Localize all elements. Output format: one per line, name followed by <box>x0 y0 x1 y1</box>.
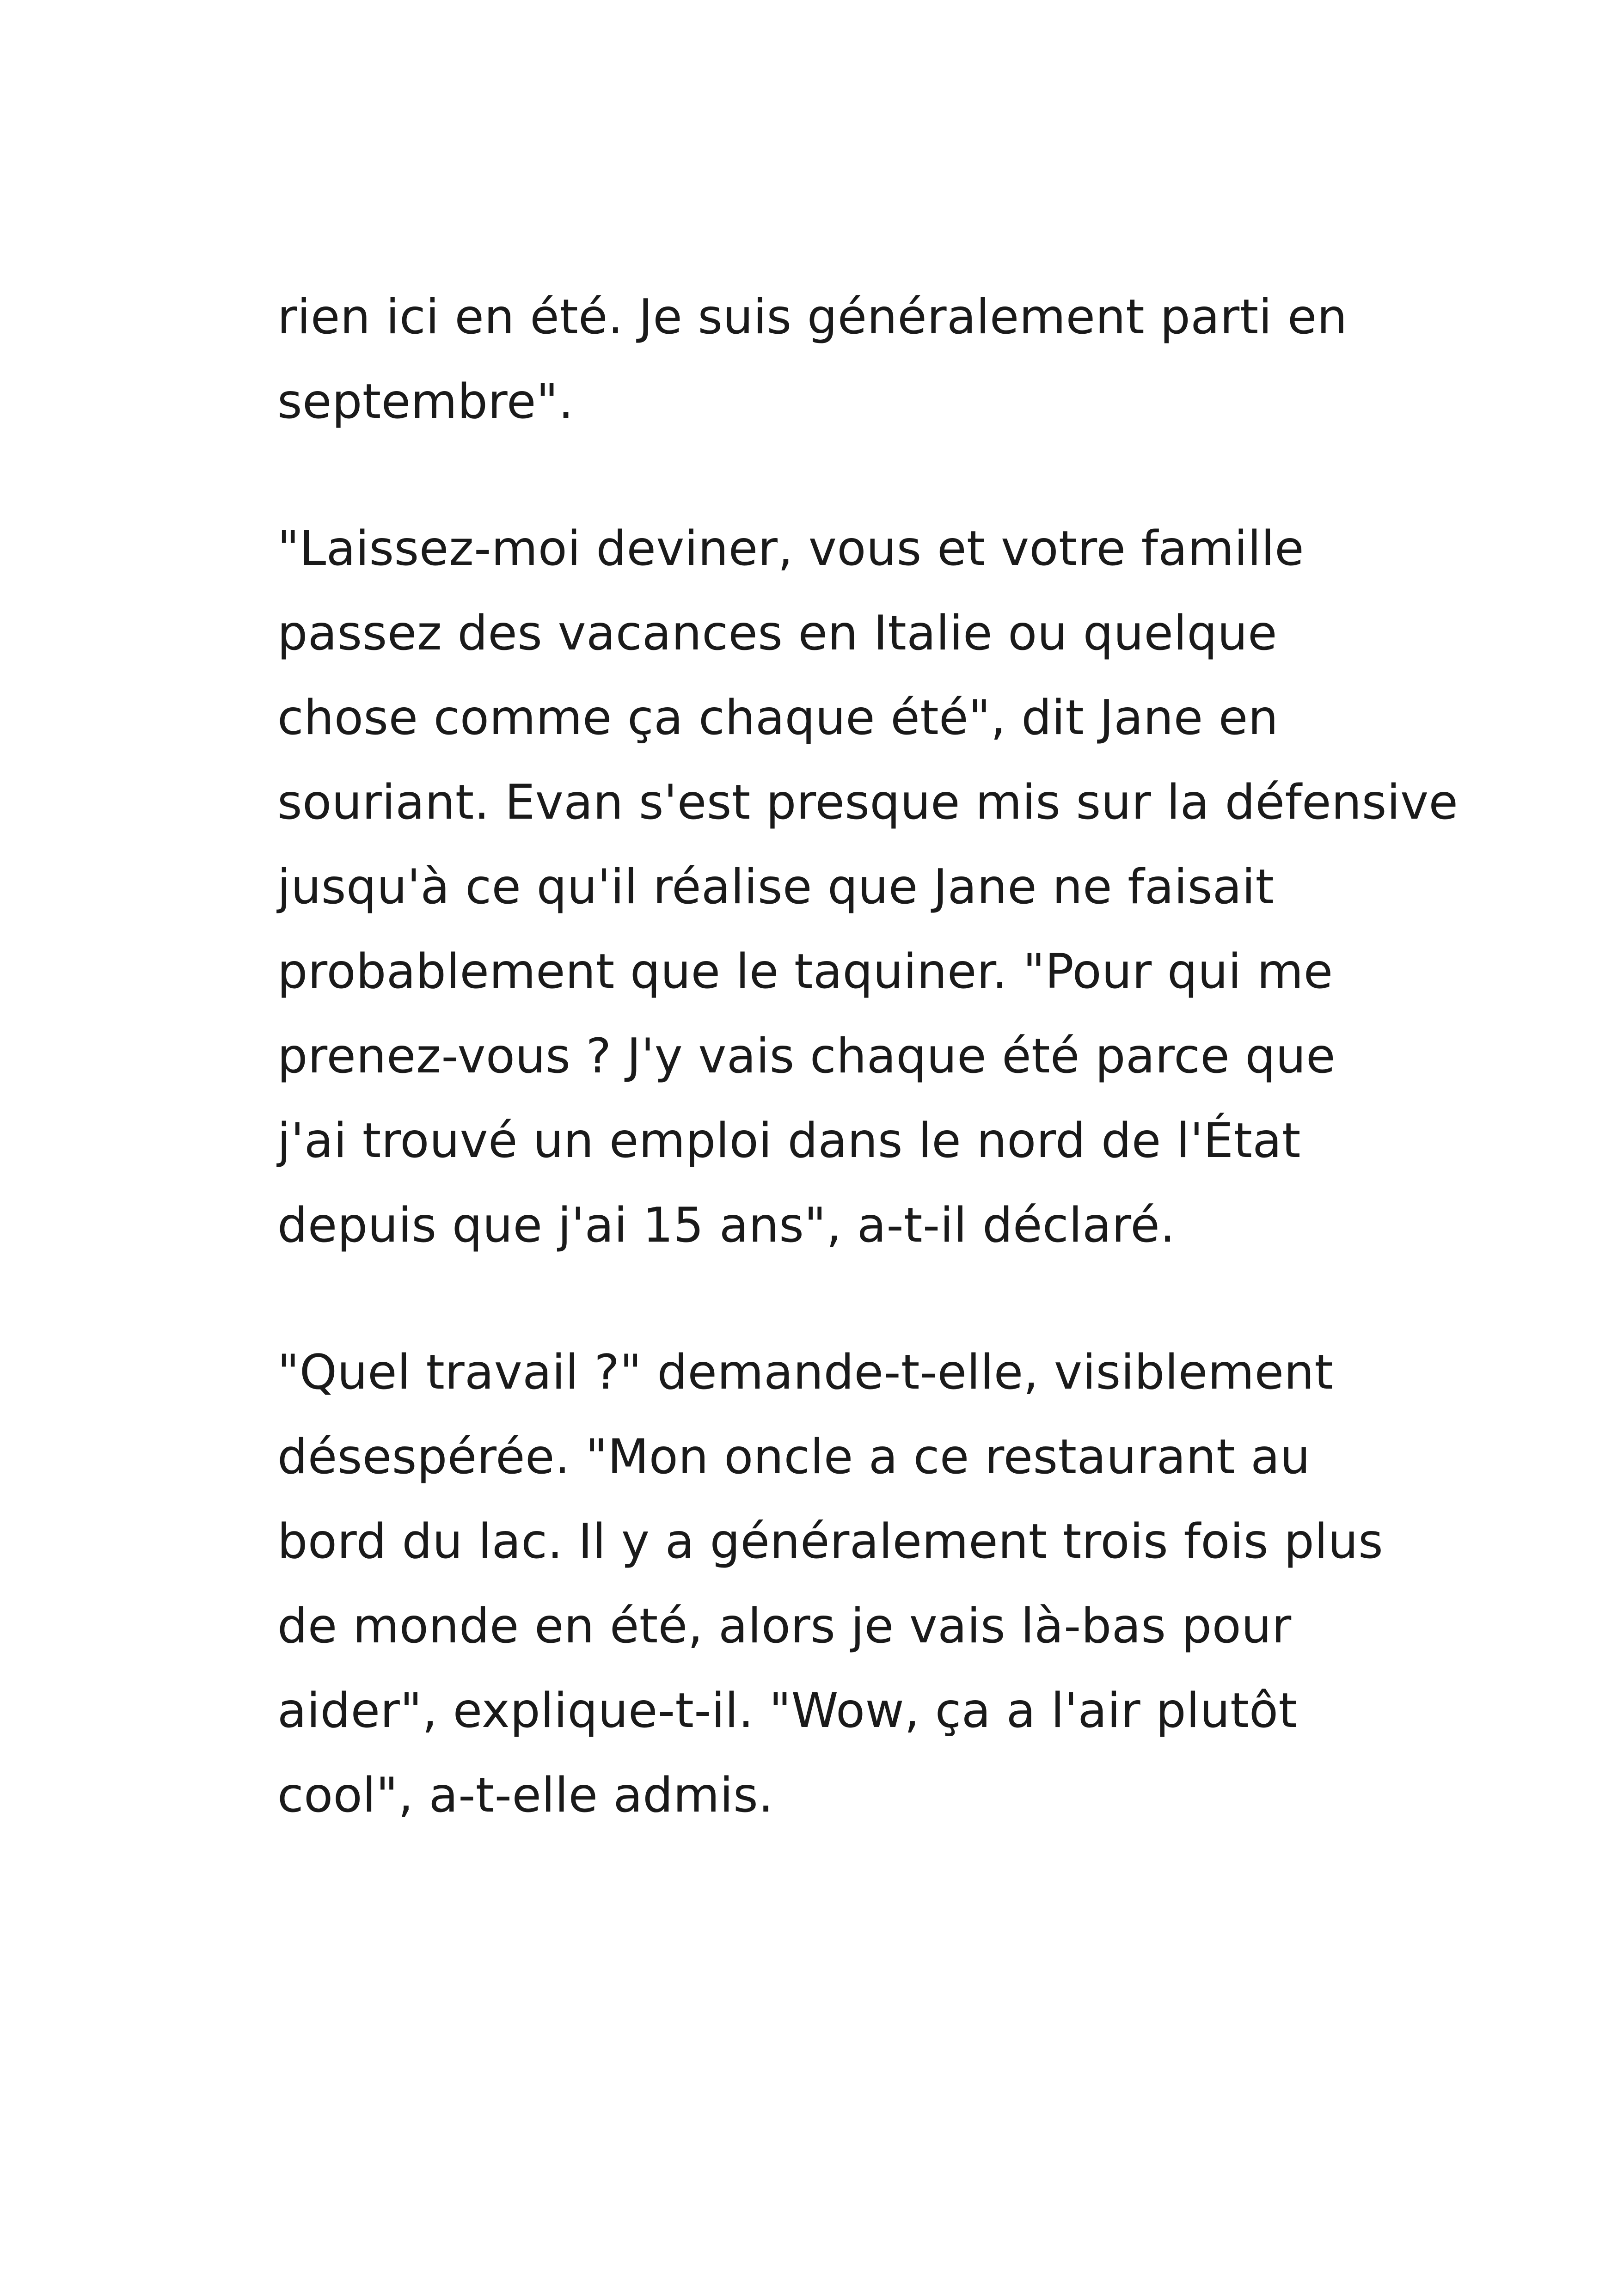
paragraph-gap <box>277 1268 1387 1330</box>
text-line: j'ai trouvé un emploi dans le nord de l'État <box>277 1113 1301 1169</box>
text-line: souriant. Evan s'est presque mis sur la défensive <box>277 775 1459 830</box>
text-line: depuis que j'ai 15 ans", a-t-il déclaré. <box>277 1198 1176 1253</box>
text-line: de monde en été, alors je vais là-bas pour <box>277 1598 1292 1654</box>
paragraph-gap <box>277 444 1387 507</box>
text-line: chose comme ça chaque été", dit Jane en <box>277 690 1279 746</box>
text-line: septembre". <box>277 374 574 429</box>
text-line: probablement que le taquiner. "Pour qui me <box>277 944 1333 999</box>
text-line: "Laissez-moi deviner, vous et votre famille <box>277 521 1305 576</box>
text-line: aider", explique-t-il. "Wow, ça a l'air plutôt <box>277 1683 1298 1739</box>
text-line: rien ici en été. Je suis généralement parti en <box>277 289 1348 345</box>
text-line: cool", a-t-elle admis. <box>277 1768 774 1823</box>
text-line: jusqu'à ce qu'il réalise que Jane ne faisait <box>277 859 1275 915</box>
text-line: prenez-vous ? J'y vais chaque été parce que <box>277 1029 1336 1084</box>
text-line: bord du lac. Il y a généralement trois fois plus <box>277 1514 1384 1569</box>
text-line: "Quel travail ?" demande-t-elle, visiblement <box>277 1345 1334 1400</box>
paragraph <box>277 1330 1387 1838</box>
text-line: désespérée. "Mon oncle a ce restaurant au <box>277 1429 1311 1485</box>
text-body <box>277 275 1459 1838</box>
paragraph <box>277 507 1459 1268</box>
text-line: passez des vacances en Italie ou quelque <box>277 606 1277 661</box>
paragraph <box>277 275 1387 444</box>
